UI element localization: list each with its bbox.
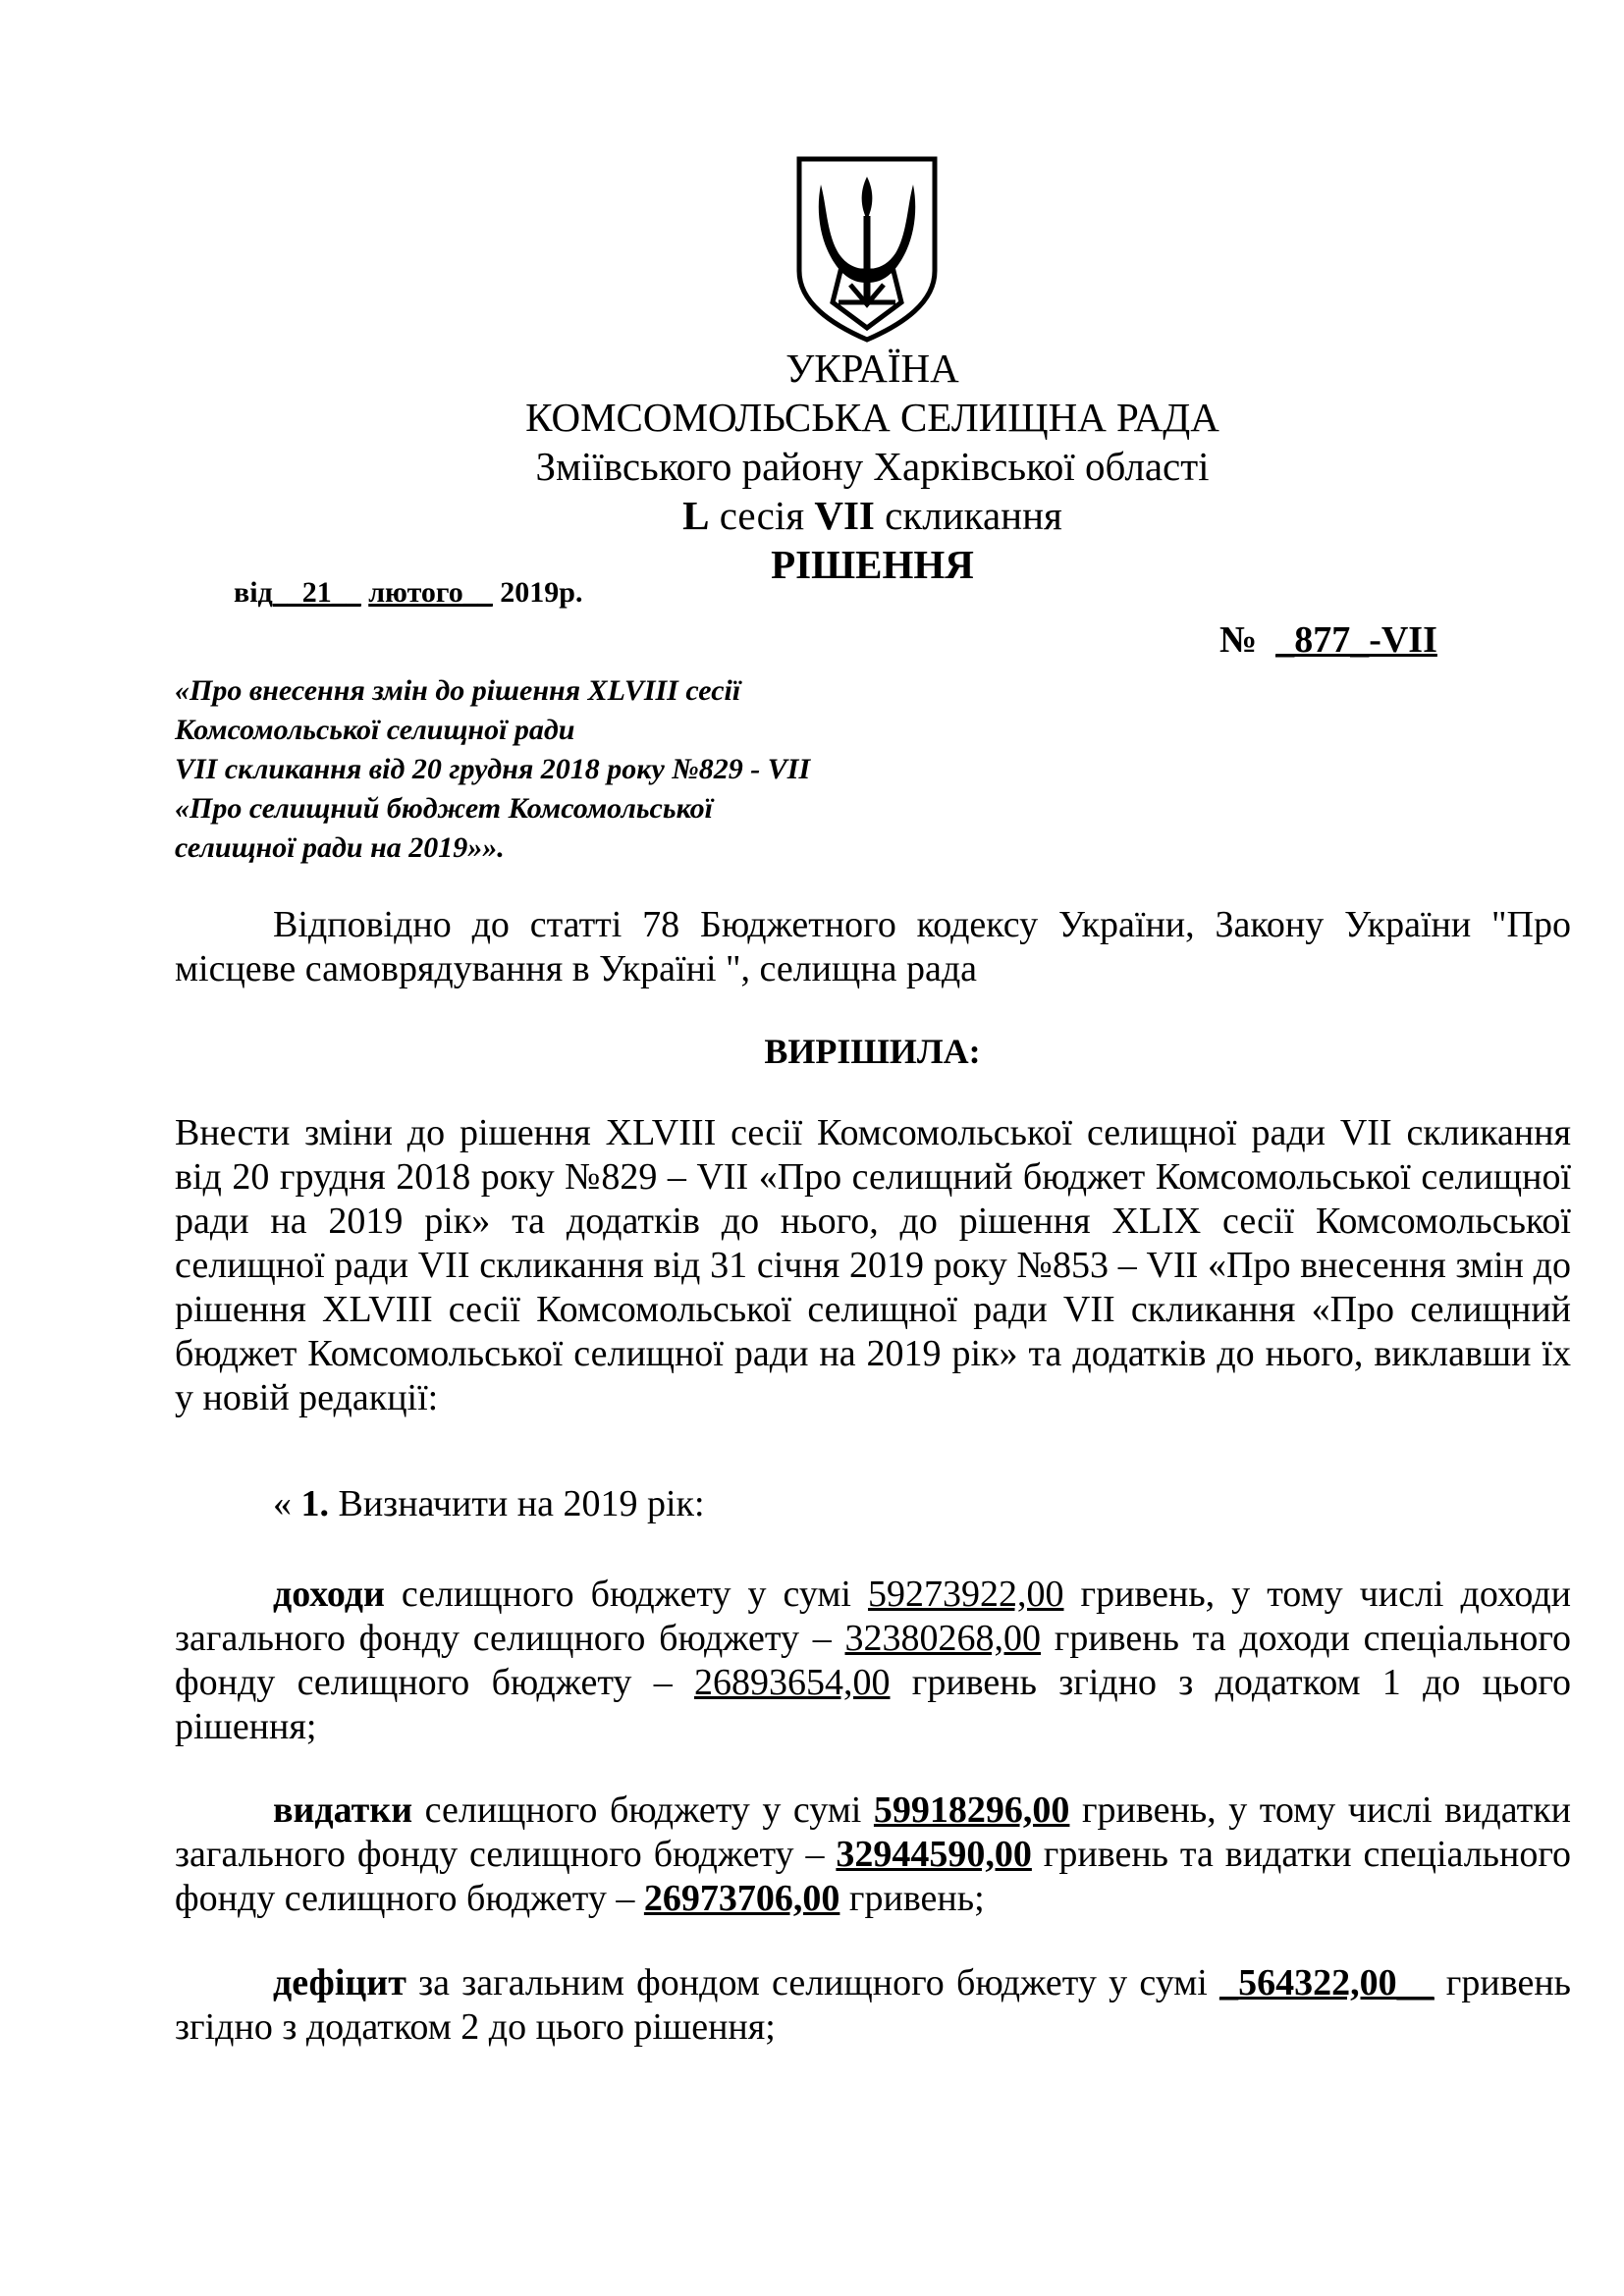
expenses-text-2: гривень, у тому числі видатки загального фонду селищного бюджету – bbox=[175, 1789, 1571, 1875]
expenses-paragraph bbox=[175, 1789, 1571, 1921]
preamble-paragraph: Відповідно до статті 78 Бюджетного кодексу України, Закону України "Про місцеве самоврядування в Україні ", селищна рада bbox=[175, 904, 1571, 989]
session-mid: сесія bbox=[709, 493, 815, 538]
income-label: доходи bbox=[273, 1574, 385, 1615]
title-line: VII скликання від 20 грудня 2018 року №829 - VII bbox=[175, 753, 811, 785]
coat-of-arms-icon bbox=[793, 155, 941, 344]
title-line: «Про селищний бюджет Комсомольської bbox=[175, 792, 713, 825]
expenses-label: видатки bbox=[273, 1789, 413, 1831]
income-special-fund: 26893654,00 bbox=[693, 1662, 891, 1703]
deficit-text-2: гривень згідно з додатком 2 до цього рішення; bbox=[175, 1962, 1571, 2048]
deficit-paragraph bbox=[175, 1961, 1571, 2050]
intro-paragraph: Внести зміни до рішення XLVIII сесії Комсомольської селищної ради VII скликання від 20 грудня 2018 року №829 – VII «Про селищний бюджет Комсомольської селищної ради на 2019 рік» та додатків до нього, до рішення XLIX сесії Комсомольської селищної ради VII скликання від 31 січня 2019 року №853 – VII «Про внесення змін до рішення XLVIII сесії Комсомольської селищної ради VII скликання «Про селищний бюджет Комсомольської селищної ради на 2019 рік» та додатків до нього, виклавши їх у новій редакції: bbox=[175, 1112, 1571, 1418]
number-value: _877_-VII bbox=[1275, 619, 1437, 661]
date-prefix: від bbox=[234, 576, 273, 609]
session-line bbox=[0, 491, 1624, 540]
expenses-text-4: гривень; bbox=[839, 1878, 985, 1919]
deficit-amount: _564322,00__ bbox=[1219, 1962, 1435, 2003]
resolved-heading: ВИРІШИЛА: bbox=[764, 1032, 981, 1071]
income-total: 59273922,00 bbox=[867, 1574, 1064, 1615]
item-1-heading bbox=[175, 1482, 1571, 1526]
item-1-text: Визначити на 2019 рік: bbox=[329, 1483, 705, 1524]
title-line: селищної ради на 2019»». bbox=[175, 831, 505, 864]
expenses-general-fund: 32944590,00 bbox=[836, 1834, 1032, 1875]
date-month: лютого__ bbox=[368, 576, 493, 609]
title-line: «Про внесення змін до рішення XLVIII сесії bbox=[175, 674, 741, 707]
decision-number bbox=[1219, 618, 1437, 662]
document-type: РІШЕННЯ bbox=[771, 542, 974, 587]
deficit-text-1: за загальним фондом селищного бюджету у сумі bbox=[406, 1962, 1220, 2003]
expenses-text-1: селищного бюджету у сумі bbox=[412, 1789, 874, 1831]
date-year: 2019р. bbox=[500, 576, 583, 609]
country-name: УКРАЇНА bbox=[785, 346, 959, 391]
deficit-label: дефіцит bbox=[273, 1962, 406, 2003]
council-region: Зміївського району Харківської області bbox=[535, 444, 1210, 489]
expenses-special-fund: 26973706,00 bbox=[643, 1878, 840, 1919]
decision-title bbox=[175, 671, 810, 868]
number-sign: № bbox=[1219, 619, 1258, 661]
income-general-fund: 32380268,00 bbox=[844, 1618, 1041, 1659]
title-line: Комсомольської селищної ради bbox=[175, 714, 575, 746]
item-1-number: 1. bbox=[300, 1483, 329, 1524]
expenses-text-3: гривень та видатки спеціального фонду селищного бюджету – bbox=[175, 1834, 1571, 1919]
item-1-prefix: « bbox=[273, 1483, 301, 1524]
expenses-total: 59918296,00 bbox=[873, 1789, 1070, 1831]
income-text-3: гривень та доходи спеціального фонду селищного бюджету – bbox=[175, 1618, 1572, 1703]
convocation-number: VII bbox=[814, 493, 875, 538]
session-end: скликання bbox=[874, 493, 1062, 538]
date-day: __21__ bbox=[272, 576, 361, 609]
income-text-4: гривень згідно з додатком 1 до цього рішення; bbox=[175, 1662, 1571, 1747]
council-name: КОМСОМОЛЬСЬКА СЕЛИЩНА РАДА bbox=[525, 395, 1219, 440]
session-number: L bbox=[682, 493, 710, 538]
income-text-2: гривень, у тому числі доходи загального фонду селищного бюджету – bbox=[175, 1574, 1571, 1659]
income-paragraph bbox=[175, 1573, 1571, 1749]
income-text-1: селищного бюджету у сумі bbox=[384, 1574, 868, 1615]
decision-date bbox=[234, 576, 582, 610]
